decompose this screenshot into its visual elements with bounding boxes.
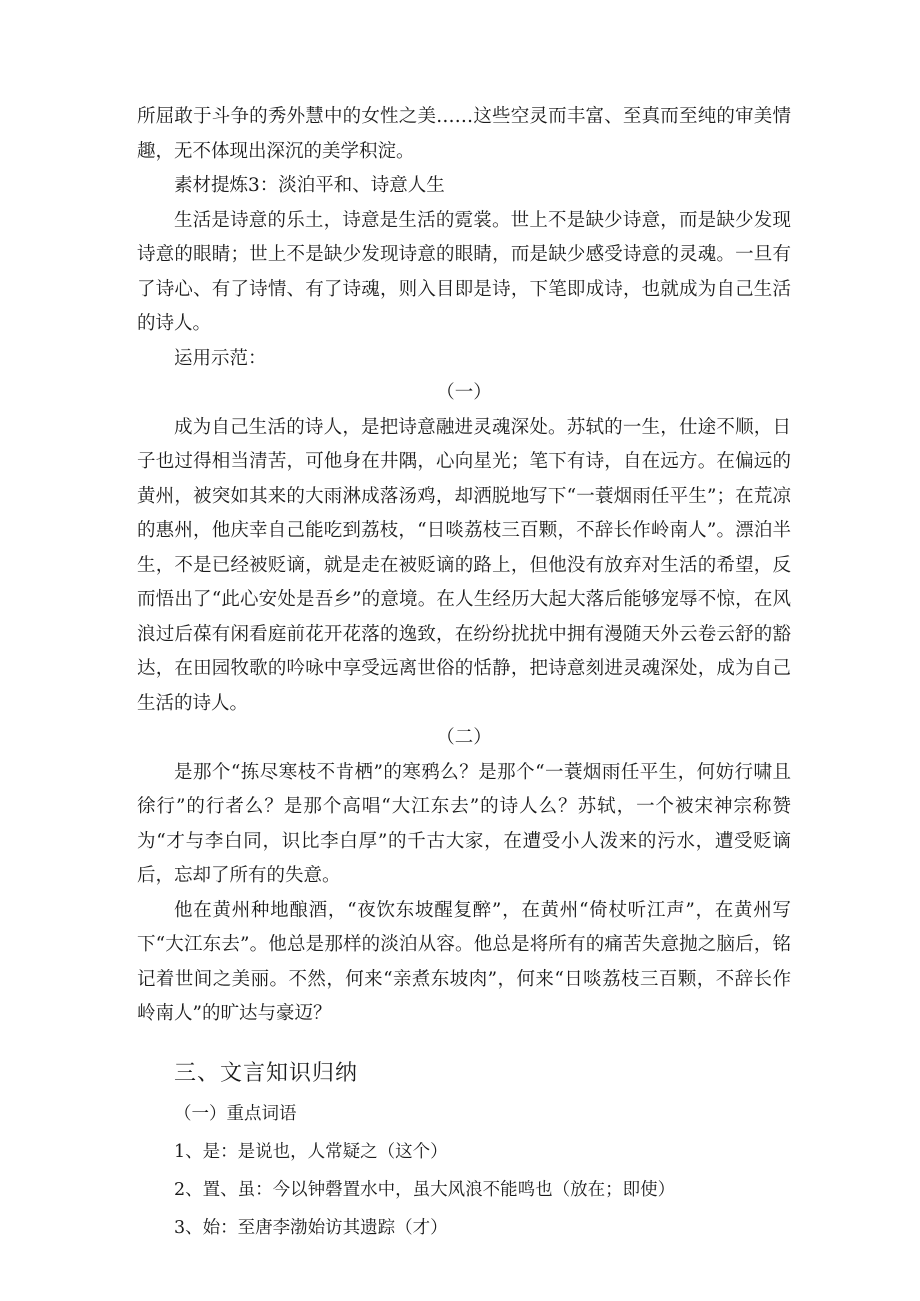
example-2-paragraph-2: 他在黄州种地酿酒，“夜饮东坡醒复醉”，在黄州“倚杖听江声”，在黄州写下“大江东去”。他总是那样的淡泊从容。他总是将所有的痛苦失意抛之脑后，铭记着世间之美丽。不然，何来“亲煮东坡肉”，何来“日啖荔枝三百颗，不辞长作岭南人”的旷达与豪迈？ bbox=[137, 899, 791, 1024]
key-words-list bbox=[137, 1095, 791, 1247]
key-words-subheading: （一）重点词语 bbox=[174, 1103, 297, 1124]
example-1-paragraph: 成为自己生活的诗人，是把诗意融进灵魂深处。苏轼的一生，仕途不顺，日子也过得相当清苦，可他身在井隅，心向星光；笔下有诗，自在远方。在偏远的黄州，被突如其来的大雨淋成落汤鸡，却洒脱地写下“一蓑烟雨任平生”；在荒凉的惠州，他庆幸自己能吃到荔枝，“日啖荔枝三百颗，不辞长作岭南人”。漂泊半生，不是已经被贬谪，就是走在被贬谪的路上，但他没有放弃对生活的希望，反而悟出了“此心安处是吾乡”的意境。在人生经历大起大落后能够宠辱不惊，在风浪过后葆有闲看庭前花开花落的逸致，在纷纷扰扰中拥有漫随天外云卷云舒的豁达，在田园牧歌的吟咏中享受远离世俗的恬静，把诗意刻进灵魂深处，成为自己生活的诗人。 bbox=[137, 416, 791, 714]
document-page bbox=[137, 100, 791, 1247]
section-3-heading: 三、文言知识归纳 bbox=[174, 1060, 359, 1086]
material-title: 素材提炼3：淡泊平和、诗意人生 bbox=[174, 175, 445, 196]
example-2-paragraph-1: 是那个“拣尽寒枝不肯栖”的寒鸦么？是那个“一蓑烟雨任平生，何妨行啸且徐行”的行者么？是那个高唱“大江东去”的诗人么？苏轼，一个被宋神宗称赞为“才与李白同，识比李白厚”的千古大家，在遭受小人泼来的污水，遭受贬谪后，忘却了所有的失意。 bbox=[137, 761, 791, 886]
list-item: 2、置、虽：今以钟磬置水中，虽大风浪不能鸣也（放在；即使） bbox=[174, 1179, 676, 1200]
intro-paragraph: 所屈敢于斗争的秀外慧中的女性之美……这些空灵而丰富、至真而至纯的审美情趣，无不体现出深沉的美学积淀。 bbox=[137, 106, 791, 162]
list-item: 1、是：是说也，人常疑之（这个） bbox=[174, 1141, 448, 1162]
usage-label: 运用示范： bbox=[174, 347, 267, 369]
example-1-marker: （一） bbox=[436, 382, 492, 403]
material-paragraph: 生活是诗意的乐土，诗意是生活的霓裳。世上不是缺少诗意，而是缺少发现诗意的眼睛；世上不是缺少发现诗意的眼睛，而是缺少感受诗意的灵魂。一旦有了诗心、有了诗情、有了诗魂，则入目即是诗，下笔即成诗，也就成为自己生活的诗人。 bbox=[137, 209, 791, 334]
list-item: 3、始：至唐李渤始访其遗踪（才） bbox=[174, 1217, 448, 1238]
example-2-marker: （二） bbox=[436, 727, 492, 748]
